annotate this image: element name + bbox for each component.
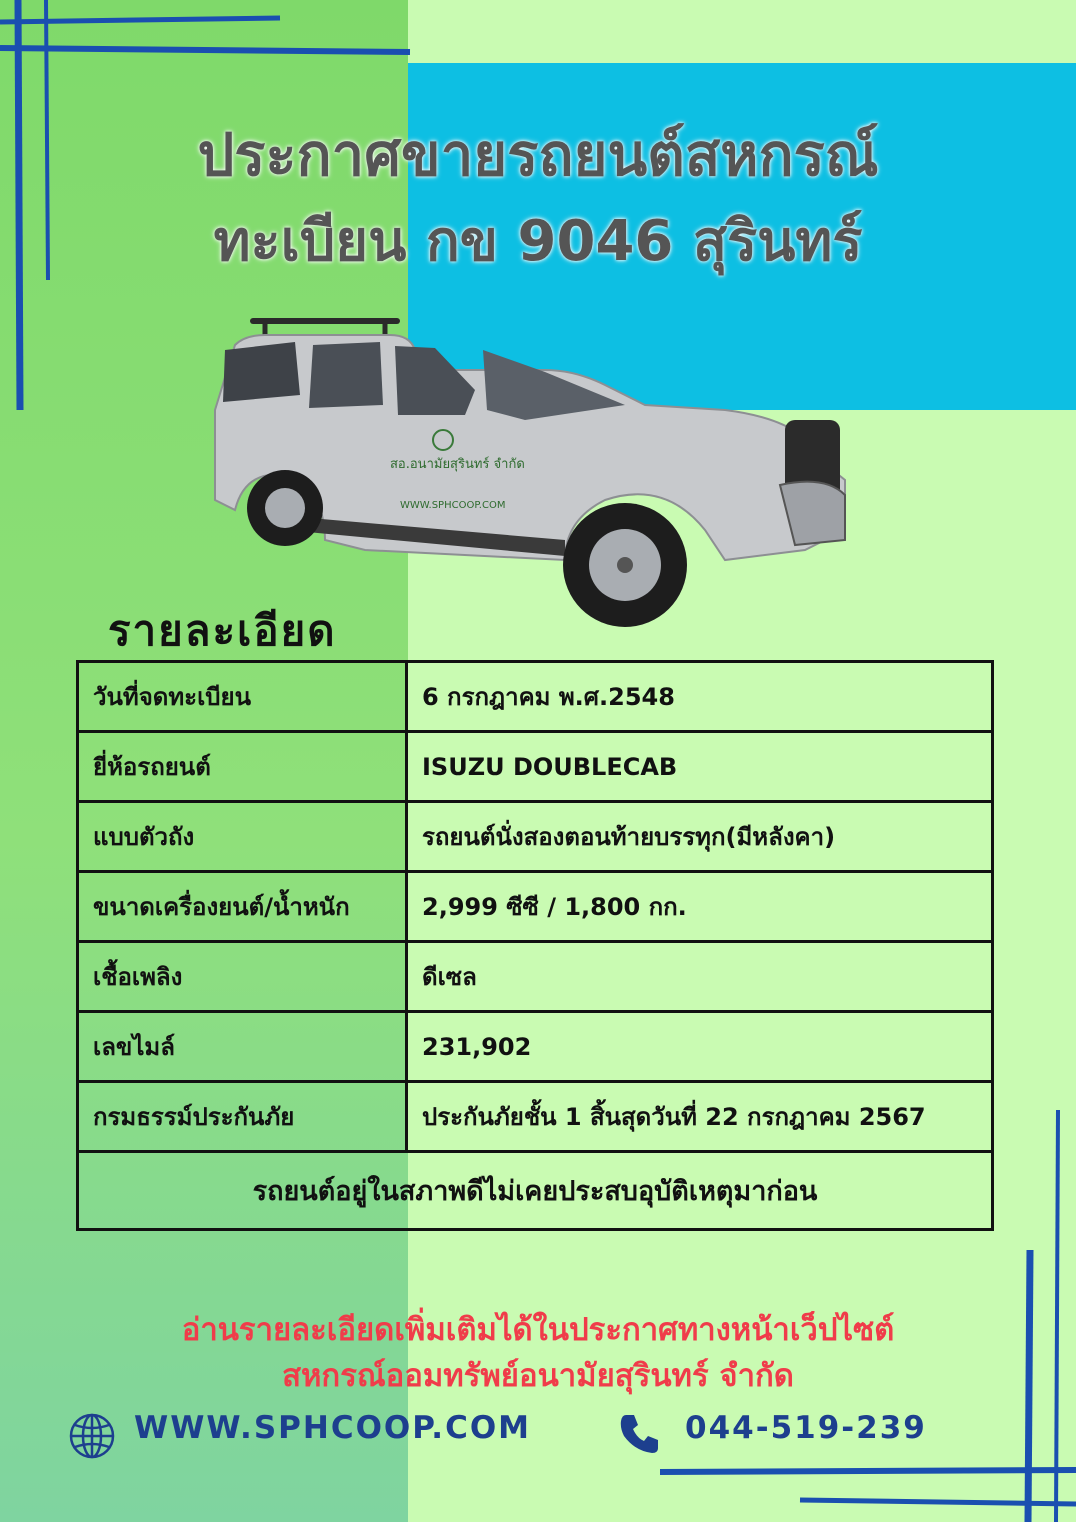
globe-icon [68,1412,116,1460]
door-website: WWW.SPHCOOP.COM [400,500,506,511]
row-label: แบบตัวถัง [78,802,407,872]
table-row [78,1082,993,1152]
row-value: 231,902 [407,1012,993,1082]
row-value: ดีเซล [407,942,993,1012]
table-row [78,802,993,872]
vehicle-photo [205,310,855,640]
table-row [78,1152,993,1230]
notice-line-1: อ่านรายละเอียดเพิ่มเติมได้ในประกาศทางหน้าเว็ปไซต์ [181,1312,895,1348]
phone-number[interactable]: 044-519-239 [685,1410,927,1446]
table-row [78,662,993,732]
website-link[interactable]: WWW.SPHCOOP.COM [134,1410,532,1446]
row-label: เชื้อเพลิง [78,942,407,1012]
table-row [78,942,993,1012]
registration-subtitle: ทะเบียน กข 9046 สุรินทร์ [213,209,863,274]
door-coop-name: สอ.อนามัยสุรินทร์ จำกัด [390,457,525,472]
phone-icon [617,1412,661,1456]
row-value: ประกันภัยชั้น 1 สิ้นสุดวันที่ 22 กรกฎาคม 2567 [407,1082,993,1152]
condition-note: รถยนต์อยู่ในสภาพดีไม่เคยประสบอุบัติเหตุมาก่อน [78,1152,993,1230]
table-row [78,872,993,942]
notice-line-2: สหกรณ์ออมทรัพย์อนามัยสุรินทร์ จำกัด [282,1358,794,1394]
page-title: ประกาศขายรถยนต์สหกรณ์ [197,121,879,189]
details-heading: รายละเอียด [108,606,337,655]
table-row [78,1012,993,1082]
row-value: ISUZU DOUBLECAB [407,732,993,802]
row-label: เลขไมล์ [78,1012,407,1082]
row-value: 2,999 ซีซี / 1,800 กก. [407,872,993,942]
row-label: ขนาดเครื่องยนต์/น้ำหนัก [78,872,407,942]
row-label: กรมธรรม์ประกันภัย [78,1082,407,1152]
table-row [78,732,993,802]
details-table [76,660,994,1231]
row-label: วันที่จดทะเบียน [78,662,407,732]
row-label: ยี่ห้อรถยนต์ [78,732,407,802]
row-value: รถยนต์นั่งสองตอนท้ายบรรทุก(มีหลังคา) [407,802,993,872]
row-value: 6 กรกฎาคม พ.ศ.2548 [407,662,993,732]
